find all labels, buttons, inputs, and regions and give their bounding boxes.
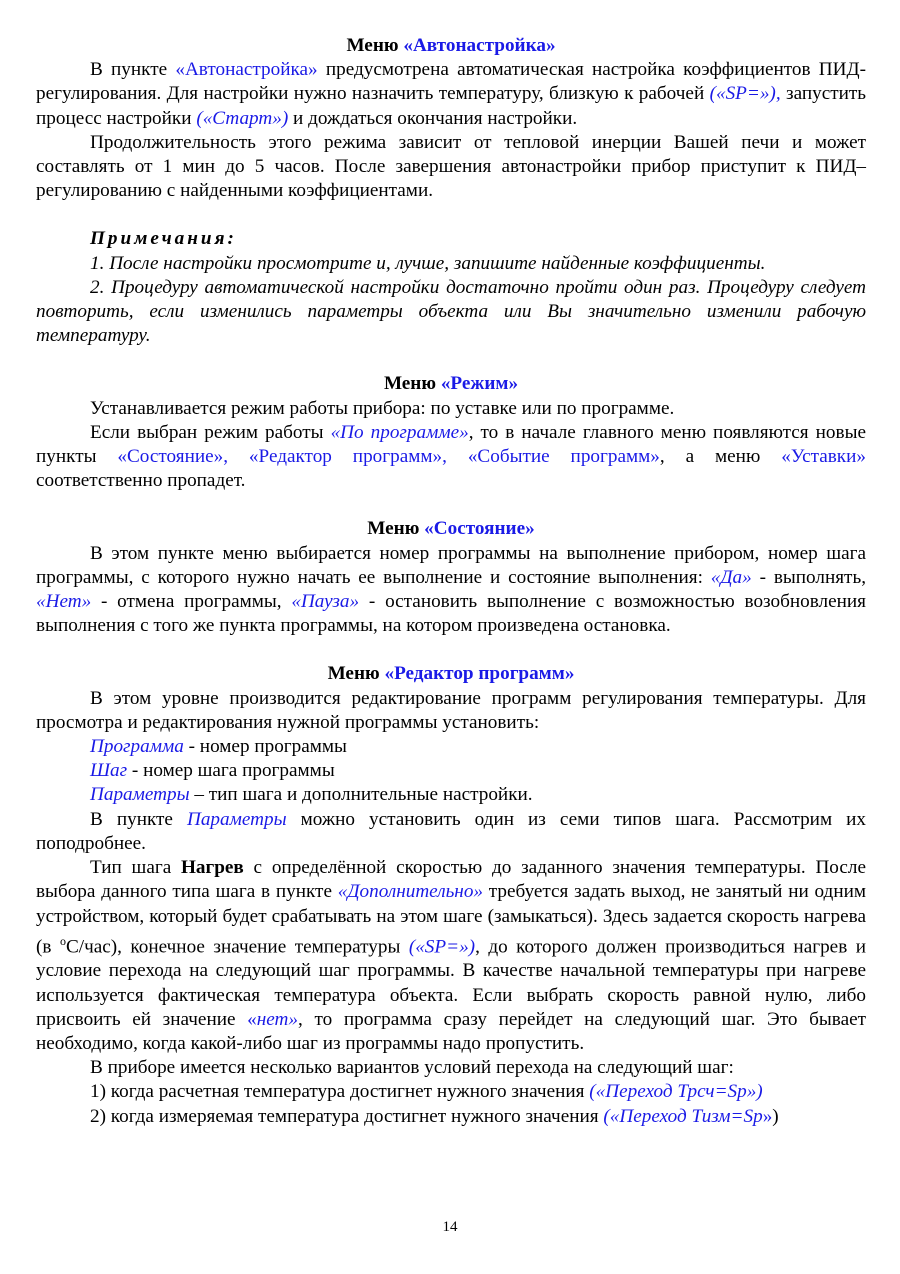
section-title-state: Меню «Состояние» — [367, 518, 535, 540]
menu-ref: («Переход Тизм=Sp — [603, 1105, 763, 1127]
list-term: Шаг — [90, 760, 128, 782]
menu-ref: «Пауза» — [291, 591, 360, 613]
list-item: Программа - номер программы — [90, 736, 347, 758]
menu-ref: («Переход Трсч=Sp») — [589, 1081, 763, 1103]
step-type-name: Нагрев — [181, 857, 244, 879]
section-title-mode: Меню «Режим» — [383, 373, 519, 395]
notes-heading: Примечания: — [90, 228, 237, 250]
paragraph: Продолжительность этого режима зависит от тепловой инерции Вашей печи и может составлять от 1 мин до 5 часов. После завершения автонастройки прибор приступит к ПИД–регулированию с найденными коэффициентами. — [36, 131, 866, 202]
paragraph: В этом пункте меню выбирается номер программы на выполнение прибором, номер шага программы, с которого нужно начать ее выполнение и состояние выполнения: «Да» - выполнять, «Нет» - отмена программы, «Пауза» - остановить выполнение с возможностью возобновления выполнения с того же пункта программы, на котором произведена остановка. — [36, 542, 866, 637]
page-number: 14 — [442, 1219, 458, 1235]
menu-ref: («SP=»), — [709, 83, 781, 105]
paragraph: Тип шага Нагрев с определённой скоростью до заданного значения температуры. После выбора данного типа шага в пункте «Дополнительно» требуется задать выход, не занятый ни одним устройством, который будет срабатывать на этом шаге (замыкаться). Здесь задается скорость нагрева (в $^о$С/час), конечное значение температуры («SP=»), до которого должен производиться нагрев и условие перехода на следующий шаг программы. В качестве начальной температуры при нагреве используется фактическая температура объекта. Если выбрать скорость равной нулю, либо присвоить ей значение «нет», то программа сразу перейдет на следующий шаг. Это бывает необходимо, когда какой-либо шаг из программы надо пропустить. — [36, 857, 866, 1054]
menu-ref: («SP=») — [408, 936, 476, 958]
menu-ref: «Дополнительно» — [337, 881, 484, 903]
condition-item: 2) когда измеряемая температура достигнет нужного значения («Переход Тизм=Sp») — [90, 1105, 779, 1127]
paragraph: В пункте «Автонастройка» предусмотрена автоматическая настройка коэффициентов ПИД-регулирования. Для настройки нужно назначить температуру, близкую к рабочей («SP=»), запустить процесс настройки («Старт») и дождаться окончания настройки. — [36, 59, 867, 129]
paragraph: В этом уровне производится редактирование программ регулирования температуры. Для просмотра и редактирования нужной программы установить: — [36, 687, 866, 733]
list-term: Параметры — [90, 784, 190, 806]
title-link: «Режим» — [440, 373, 519, 395]
menu-ref: Параметры — [186, 808, 287, 830]
paragraph: В пункте Параметры можно установить один из семи типов шага. Рассмотрим их поподробнее. — [36, 808, 866, 854]
section-title-autotune — [36, 34, 866, 58]
list-item: Параметры – тип шага и дополнительные настройки. — [90, 784, 533, 806]
menu-ref: «По программе» — [330, 421, 469, 443]
paragraph: Если выбран режим работы «По программе», то в начале главного меню появляются новые пункты «Состояние», «Редактор программ», «Событие программ», а меню «Уставки» соответственно пропадет. — [36, 421, 866, 492]
list-term: Программа — [90, 736, 184, 758]
menu-ref: «Уставки» — [781, 446, 866, 468]
paragraph: Устанавливается режим работы прибора: по уставке или по программе. — [90, 397, 675, 419]
title-prefix: Меню — [346, 35, 404, 56]
menu-ref: «Состояние», «Редактор программ», «Событие программ» — [117, 446, 660, 468]
menu-ref: «Да» — [710, 566, 752, 588]
condition-item: 1) когда расчетная температура достигнет нужного значения («Переход Трсч=Sp») — [90, 1081, 763, 1103]
list-item: Шаг - номер шага программы — [90, 760, 335, 782]
menu-ref: нет» — [256, 1008, 298, 1030]
note-item: 1. После настройки просмотрите и, лучше, запишите найденные коэффициенты. — [90, 252, 766, 274]
menu-ref: («Старт») — [196, 107, 289, 129]
menu-ref: «Нет» — [36, 591, 92, 613]
title-link: «Редактор программ» — [384, 663, 575, 685]
title-link: «Состояние» — [424, 518, 535, 540]
section-title-program-editor: Меню «Редактор программ» — [327, 663, 575, 685]
title-link: «Автонастройка» — [403, 35, 556, 56]
note-item: 2. Процедуру автоматической настройки достаточно пройти один раз. Процедуру следует повторить, если изменились параметры объекта или Вы значительно изменили рабочую температуру. — [36, 276, 866, 347]
document-page — [36, 34, 866, 1129]
menu-ref: «Автонастройка» — [175, 59, 318, 81]
paragraph: В приборе имеется несколько вариантов условий перехода на следующий шаг: — [90, 1057, 734, 1079]
